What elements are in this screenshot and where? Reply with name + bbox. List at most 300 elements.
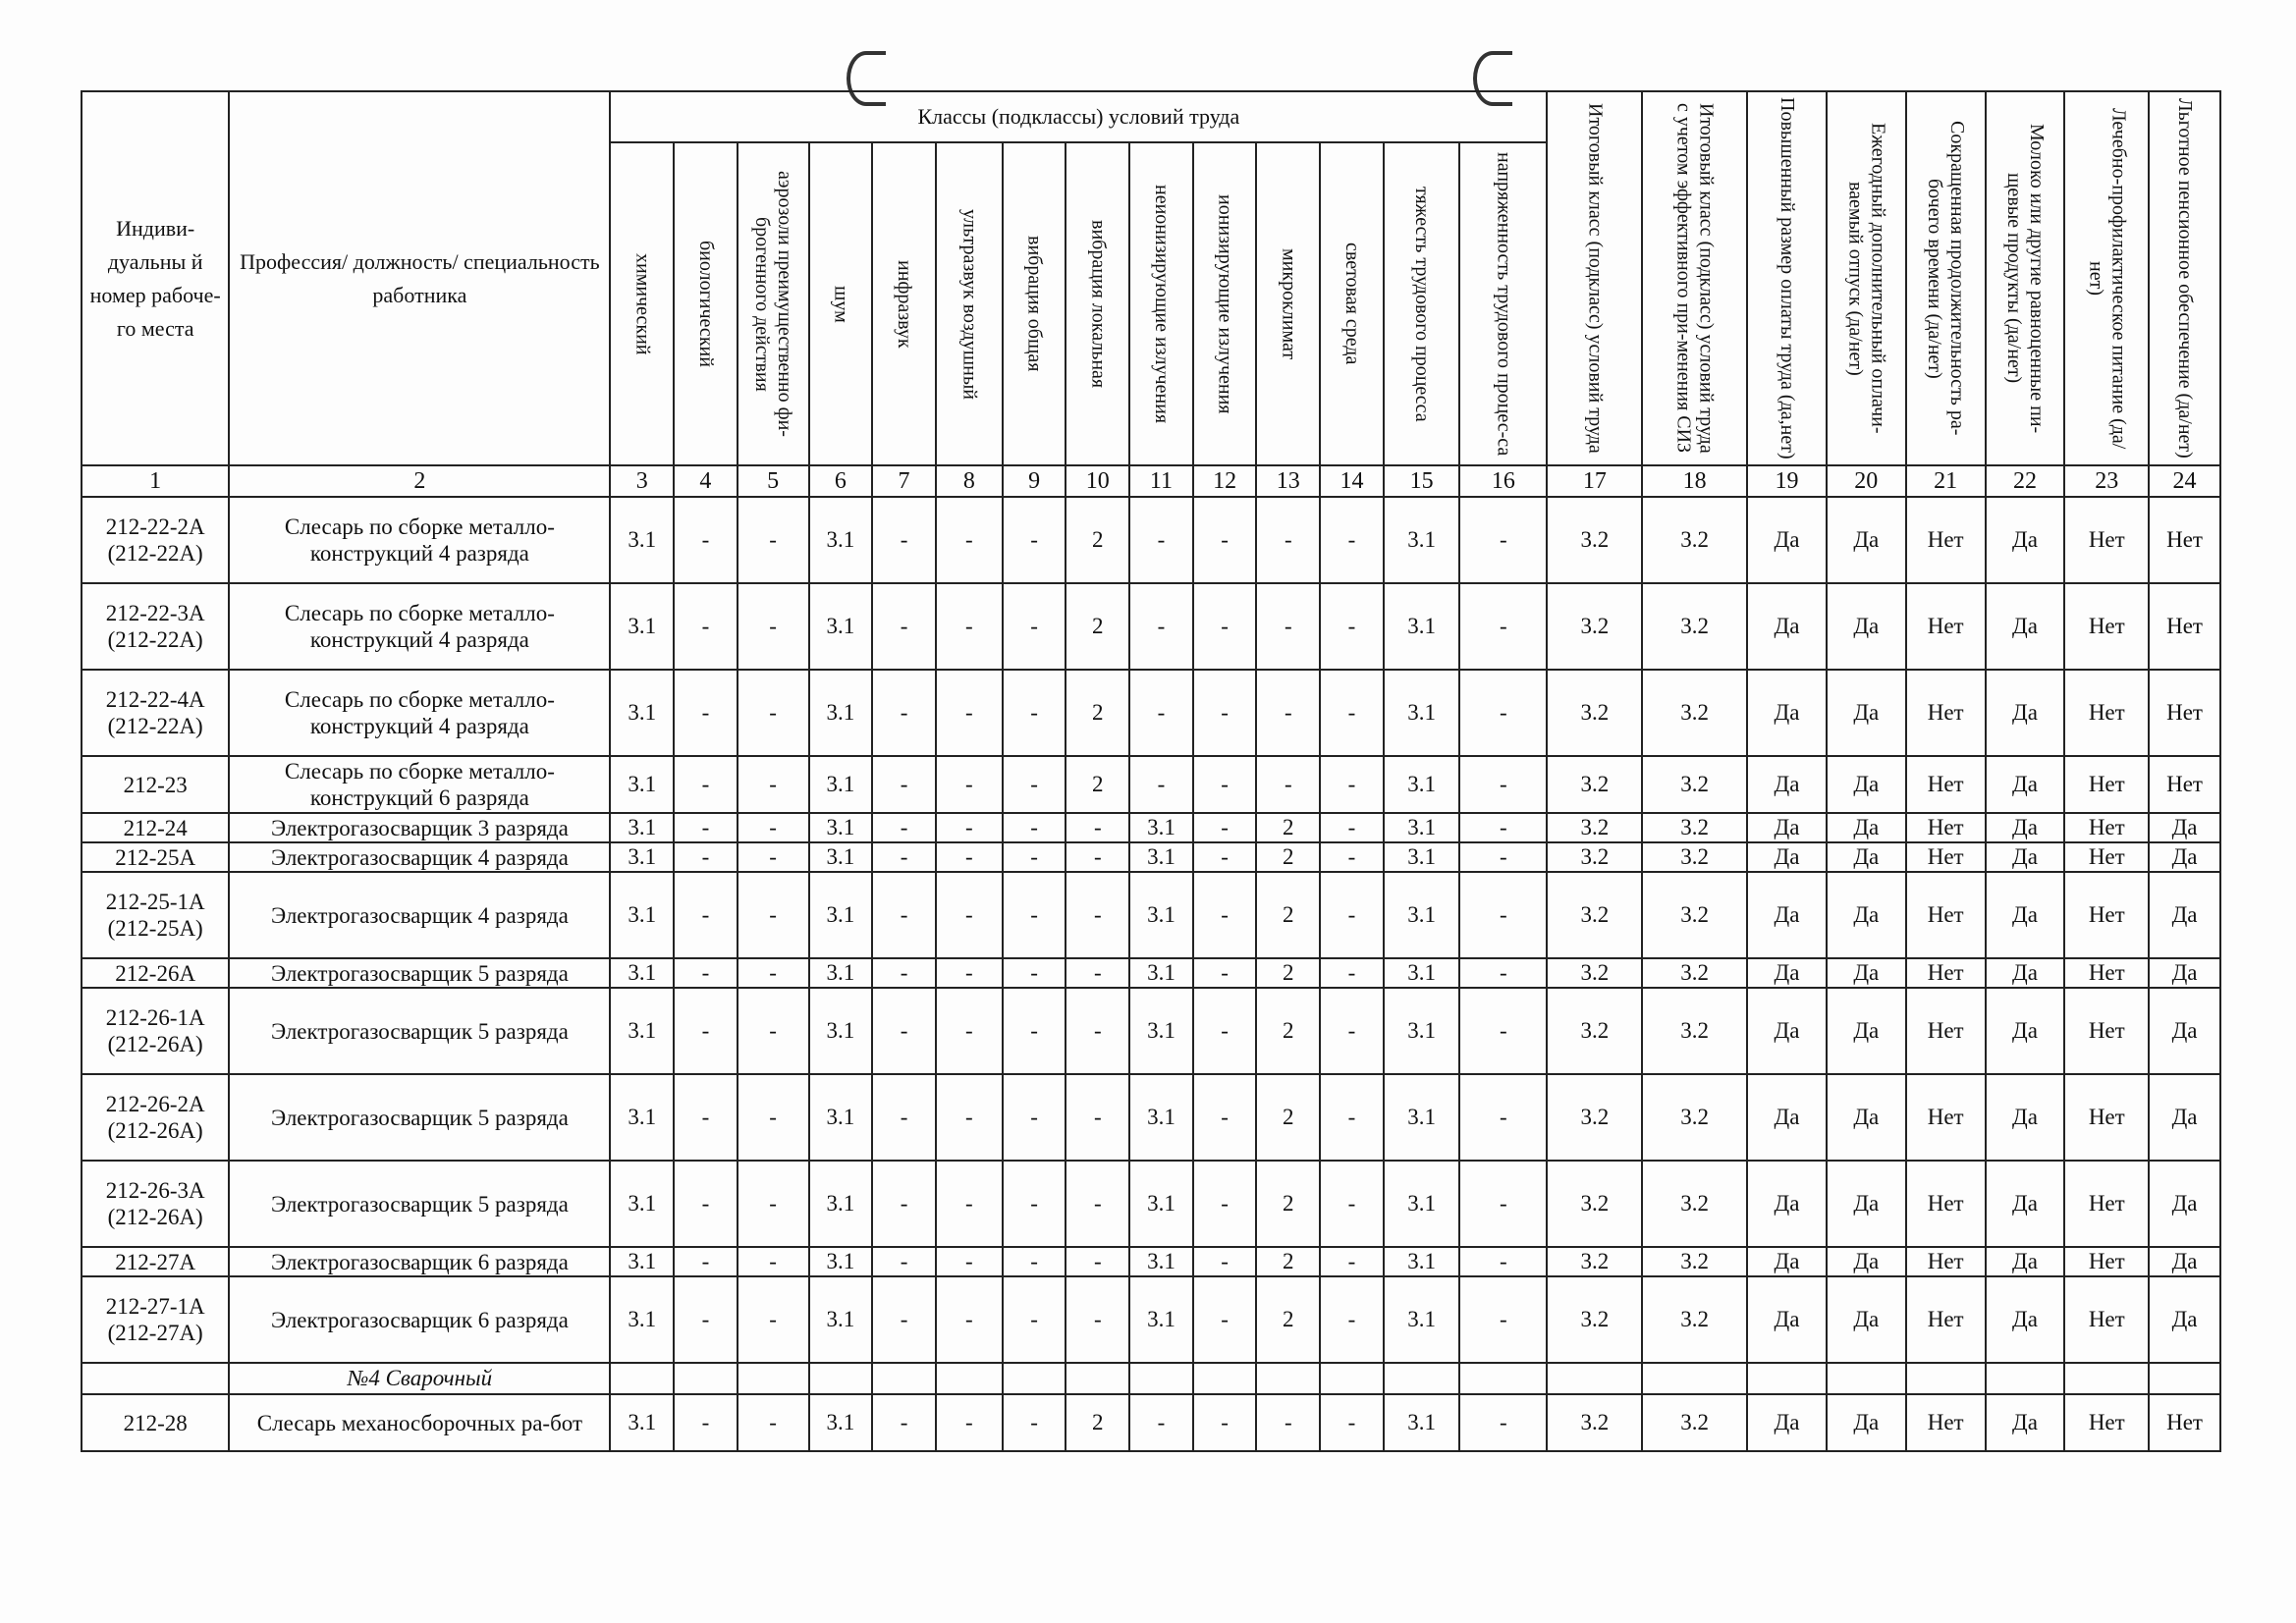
cell-col-12: - xyxy=(1193,1247,1257,1276)
cell-col-13: 2 xyxy=(1256,1276,1320,1363)
cell-col-11: 3.1 xyxy=(1129,872,1193,958)
cell-col-6: 3.1 xyxy=(809,756,873,813)
section-empty-cell xyxy=(809,1363,873,1394)
workplace-id: 212-22-3А (212-22А) xyxy=(82,583,229,670)
cell-col-15: 3.1 xyxy=(1384,988,1460,1074)
cell-col-9: - xyxy=(1003,756,1066,813)
header-summary-5: Молоко или другие равноценные пи-щевые продукты (да/нет) xyxy=(1986,91,2065,465)
column-number: 21 xyxy=(1906,465,1986,497)
cell-col-11: - xyxy=(1129,497,1193,583)
cell-col-18: 3.2 xyxy=(1642,1161,1747,1247)
cell-col-5: - xyxy=(738,1161,809,1247)
workplace-id: 212-27А xyxy=(82,1247,229,1276)
cell-col-19: Да xyxy=(1747,1394,1827,1451)
cell-col-4: - xyxy=(674,1394,738,1451)
cell-col-20: Да xyxy=(1827,756,1906,813)
cell-col-10: 2 xyxy=(1066,583,1129,670)
cell-col-24: Да xyxy=(2149,958,2220,988)
cell-col-22: Да xyxy=(1986,842,2065,872)
cell-col-9: - xyxy=(1003,1074,1066,1161)
section-title: №4 Сварочный xyxy=(229,1363,610,1394)
profession: Электрогазосварщик 3 разряда xyxy=(229,813,610,842)
cell-col-8: - xyxy=(936,1394,1003,1451)
profession: Электрогазосварщик 5 разряда xyxy=(229,958,610,988)
cell-col-12: - xyxy=(1193,1074,1257,1161)
profession: Электрогазосварщик 6 разряда xyxy=(229,1247,610,1276)
cell-col-20: Да xyxy=(1827,842,1906,872)
cell-col-16: - xyxy=(1459,756,1547,813)
cell-col-23: Нет xyxy=(2064,958,2149,988)
cell-col-4: - xyxy=(674,1074,738,1161)
section-empty-cell xyxy=(872,1363,936,1394)
workplace-id: 212-26-1А (212-26А) xyxy=(82,988,229,1074)
cell-col-14: - xyxy=(1320,1394,1384,1451)
cell-col-17: 3.2 xyxy=(1547,1394,1642,1451)
cell-col-14: - xyxy=(1320,497,1384,583)
section-empty-cell xyxy=(1547,1363,1642,1394)
header-factor-7: инфразвук xyxy=(872,142,936,465)
cell-col-3: 3.1 xyxy=(610,842,674,872)
cell-col-24: Нет xyxy=(2149,583,2220,670)
cell-col-23: Нет xyxy=(2064,756,2149,813)
header-summary-0: Итоговый класс (подкласс) условий труда xyxy=(1547,91,1642,465)
table-row xyxy=(82,497,2220,583)
cell-col-24: Да xyxy=(2149,842,2220,872)
cell-col-18: 3.2 xyxy=(1642,1074,1747,1161)
cell-col-7: - xyxy=(872,670,936,756)
cell-col-10: - xyxy=(1066,1276,1129,1363)
cell-col-5: - xyxy=(738,958,809,988)
cell-col-11: 3.1 xyxy=(1129,842,1193,872)
cell-col-5: - xyxy=(738,872,809,958)
cell-col-6: 3.1 xyxy=(809,1161,873,1247)
cell-col-11: 3.1 xyxy=(1129,988,1193,1074)
cell-col-10: - xyxy=(1066,1247,1129,1276)
cell-col-13: 2 xyxy=(1256,988,1320,1074)
cell-col-20: Да xyxy=(1827,1074,1906,1161)
cell-col-22: Да xyxy=(1986,872,2065,958)
cell-col-15: 3.1 xyxy=(1384,1074,1460,1161)
cell-col-18: 3.2 xyxy=(1642,497,1747,583)
cell-col-9: - xyxy=(1003,842,1066,872)
cell-col-15: 3.1 xyxy=(1384,1247,1460,1276)
cell-col-17: 3.2 xyxy=(1547,497,1642,583)
cell-col-10: 2 xyxy=(1066,670,1129,756)
cell-col-3: 3.1 xyxy=(610,497,674,583)
cell-col-9: - xyxy=(1003,670,1066,756)
cell-col-12: - xyxy=(1193,1394,1257,1451)
cell-col-10: - xyxy=(1066,1161,1129,1247)
cell-col-9: - xyxy=(1003,1161,1066,1247)
section-empty-cell xyxy=(1906,1363,1986,1394)
cell-col-7: - xyxy=(872,813,936,842)
cell-col-8: - xyxy=(936,842,1003,872)
cell-col-6: 3.1 xyxy=(809,813,873,842)
cell-col-13: - xyxy=(1256,497,1320,583)
cell-col-17: 3.2 xyxy=(1547,813,1642,842)
cell-col-20: Да xyxy=(1827,1394,1906,1451)
header-profession: Профессия/ должность/ специальность работника xyxy=(229,91,610,465)
section-empty-cell xyxy=(1986,1363,2065,1394)
cell-col-10: - xyxy=(1066,958,1129,988)
cell-col-21: Нет xyxy=(1906,872,1986,958)
cell-col-13: 2 xyxy=(1256,1247,1320,1276)
working-conditions-table xyxy=(81,90,2221,1452)
cell-col-23: Нет xyxy=(2064,1276,2149,1363)
cell-col-9: - xyxy=(1003,958,1066,988)
cell-col-24: Да xyxy=(2149,813,2220,842)
section-empty-cell xyxy=(1459,1363,1547,1394)
cell-col-8: - xyxy=(936,497,1003,583)
cell-col-8: - xyxy=(936,756,1003,813)
cell-col-11: - xyxy=(1129,670,1193,756)
cell-col-6: 3.1 xyxy=(809,583,873,670)
profession: Электрогазосварщик 6 разряда xyxy=(229,1276,610,1363)
cell-col-17: 3.2 xyxy=(1547,842,1642,872)
header-summary-7: Льготное пенсионное обеспечение (да/нет) xyxy=(2149,91,2220,465)
cell-col-18: 3.2 xyxy=(1642,988,1747,1074)
cell-col-14: - xyxy=(1320,583,1384,670)
cell-col-16: - xyxy=(1459,988,1547,1074)
section-empty-cell xyxy=(674,1363,738,1394)
profession: Электрогазосварщик 5 разряда xyxy=(229,1161,610,1247)
workplace-id: 212-27-1А (212-27А) xyxy=(82,1276,229,1363)
cell-col-16: - xyxy=(1459,872,1547,958)
cell-col-16: - xyxy=(1459,1247,1547,1276)
cell-col-18: 3.2 xyxy=(1642,958,1747,988)
cell-col-21: Нет xyxy=(1906,1161,1986,1247)
cell-col-23: Нет xyxy=(2064,1161,2149,1247)
column-number: 18 xyxy=(1642,465,1747,497)
workplace-id: 212-25А xyxy=(82,842,229,872)
cell-col-24: Нет xyxy=(2149,670,2220,756)
cell-col-10: 2 xyxy=(1066,756,1129,813)
header-summary-4: Сокращенная продолжительность ра-бочего времени (да/нет) xyxy=(1906,91,1986,465)
table-row xyxy=(82,988,2220,1074)
cell-col-23: Нет xyxy=(2064,497,2149,583)
cell-col-19: Да xyxy=(1747,1276,1827,1363)
table-row xyxy=(82,872,2220,958)
cell-col-12: - xyxy=(1193,842,1257,872)
cell-col-19: Да xyxy=(1747,1161,1827,1247)
cell-col-13: - xyxy=(1256,670,1320,756)
cell-col-7: - xyxy=(872,842,936,872)
header-classes-group: Классы (подклассы) условий труда xyxy=(610,91,1547,142)
cell-col-18: 3.2 xyxy=(1642,1394,1747,1451)
cell-col-14: - xyxy=(1320,756,1384,813)
cell-col-3: 3.1 xyxy=(610,872,674,958)
cell-col-17: 3.2 xyxy=(1547,1161,1642,1247)
column-number: 19 xyxy=(1747,465,1827,497)
table-row xyxy=(82,1247,2220,1276)
cell-col-9: - xyxy=(1003,1276,1066,1363)
cell-col-12: - xyxy=(1193,988,1257,1074)
section-empty-cell xyxy=(936,1363,1003,1394)
cell-col-20: Да xyxy=(1827,1276,1906,1363)
table-row xyxy=(82,813,2220,842)
cell-col-17: 3.2 xyxy=(1547,988,1642,1074)
cell-col-19: Да xyxy=(1747,497,1827,583)
section-empty-cell xyxy=(1320,1363,1384,1394)
header-summary-1: Итоговый класс (подкласс) условий труда с учетом эффективного при-менения СИЗ xyxy=(1642,91,1747,465)
cell-col-18: 3.2 xyxy=(1642,842,1747,872)
cell-col-13: 2 xyxy=(1256,872,1320,958)
cell-col-8: - xyxy=(936,583,1003,670)
section-empty-cell xyxy=(610,1363,674,1394)
cell-col-16: - xyxy=(1459,813,1547,842)
cell-col-15: 3.1 xyxy=(1384,670,1460,756)
cell-col-16: - xyxy=(1459,1161,1547,1247)
section-empty-cell xyxy=(1129,1363,1193,1394)
cell-col-20: Да xyxy=(1827,1161,1906,1247)
cell-col-17: 3.2 xyxy=(1547,756,1642,813)
header-factor-14: световая среда xyxy=(1320,142,1384,465)
cell-col-15: 3.1 xyxy=(1384,1161,1460,1247)
cell-col-21: Нет xyxy=(1906,988,1986,1074)
cell-col-19: Да xyxy=(1747,670,1827,756)
table-row xyxy=(82,1276,2220,1363)
cell-col-18: 3.2 xyxy=(1642,583,1747,670)
header-factor-9: вибрация общая xyxy=(1003,142,1066,465)
cell-col-21: Нет xyxy=(1906,958,1986,988)
cell-col-14: - xyxy=(1320,813,1384,842)
cell-col-4: - xyxy=(674,1276,738,1363)
header-factor-3: химический xyxy=(610,142,674,465)
cell-col-17: 3.2 xyxy=(1547,583,1642,670)
cell-col-7: - xyxy=(872,497,936,583)
column-number: 4 xyxy=(674,465,738,497)
cell-col-16: - xyxy=(1459,1276,1547,1363)
cell-col-20: Да xyxy=(1827,988,1906,1074)
cell-col-14: - xyxy=(1320,842,1384,872)
cell-col-5: - xyxy=(738,1074,809,1161)
header-factor-8: ультразвук воздушный xyxy=(936,142,1003,465)
cell-col-11: - xyxy=(1129,756,1193,813)
column-number: 22 xyxy=(1986,465,2065,497)
cell-col-18: 3.2 xyxy=(1642,1276,1747,1363)
table-row xyxy=(82,583,2220,670)
column-number: 16 xyxy=(1459,465,1547,497)
section-empty-cell xyxy=(2149,1363,2220,1394)
table-row xyxy=(82,1161,2220,1247)
cell-col-10: - xyxy=(1066,813,1129,842)
cell-col-3: 3.1 xyxy=(610,756,674,813)
cell-col-7: - xyxy=(872,1276,936,1363)
cell-col-8: - xyxy=(936,1276,1003,1363)
cell-col-13: - xyxy=(1256,756,1320,813)
cell-col-8: - xyxy=(936,1247,1003,1276)
header-factor-4: биологический xyxy=(674,142,738,465)
header-workplace-id: Индиви-дуальны й номер рабоче-го места xyxy=(82,91,229,465)
cell-col-5: - xyxy=(738,1247,809,1276)
cell-col-22: Да xyxy=(1986,1161,2065,1247)
cell-col-15: 3.1 xyxy=(1384,756,1460,813)
cell-col-16: - xyxy=(1459,497,1547,583)
cell-col-19: Да xyxy=(1747,842,1827,872)
cell-col-22: Да xyxy=(1986,813,2065,842)
cell-col-5: - xyxy=(738,1276,809,1363)
section-empty-cell xyxy=(1827,1363,1906,1394)
cell-col-7: - xyxy=(872,583,936,670)
cell-col-13: - xyxy=(1256,583,1320,670)
cell-col-17: 3.2 xyxy=(1547,872,1642,958)
section-empty-cell xyxy=(82,1363,229,1394)
section-empty-cell xyxy=(1747,1363,1827,1394)
cell-col-13: 2 xyxy=(1256,842,1320,872)
cell-col-8: - xyxy=(936,1074,1003,1161)
cell-col-9: - xyxy=(1003,497,1066,583)
cell-col-15: 3.1 xyxy=(1384,1276,1460,1363)
cell-col-4: - xyxy=(674,583,738,670)
cell-col-24: Нет xyxy=(2149,497,2220,583)
cell-col-21: Нет xyxy=(1906,756,1986,813)
cell-col-8: - xyxy=(936,988,1003,1074)
cell-col-7: - xyxy=(872,958,936,988)
header-factor-5: аэрозоли преимущественно фи-брогенного действия xyxy=(738,142,809,465)
cell-col-22: Да xyxy=(1986,988,2065,1074)
cell-col-16: - xyxy=(1459,1074,1547,1161)
column-number: 24 xyxy=(2149,465,2220,497)
cell-col-24: Да xyxy=(2149,988,2220,1074)
column-number: 15 xyxy=(1384,465,1460,497)
table-row xyxy=(82,1394,2220,1451)
cell-col-5: - xyxy=(738,842,809,872)
cell-col-4: - xyxy=(674,497,738,583)
cell-col-17: 3.2 xyxy=(1547,1074,1642,1161)
cell-col-5: - xyxy=(738,670,809,756)
cell-col-6: 3.1 xyxy=(809,872,873,958)
section-empty-cell xyxy=(1066,1363,1129,1394)
cell-col-22: Да xyxy=(1986,756,2065,813)
cell-col-21: Нет xyxy=(1906,583,1986,670)
profession: Электрогазосварщик 4 разряда xyxy=(229,872,610,958)
cell-col-24: Нет xyxy=(2149,1394,2220,1451)
cell-col-3: 3.1 xyxy=(610,1276,674,1363)
workplace-id: 212-24 xyxy=(82,813,229,842)
cell-col-24: Да xyxy=(2149,1074,2220,1161)
cell-col-22: Да xyxy=(1986,1247,2065,1276)
cell-col-24: Нет xyxy=(2149,756,2220,813)
section-empty-cell xyxy=(1642,1363,1747,1394)
cell-col-3: 3.1 xyxy=(610,958,674,988)
cell-col-9: - xyxy=(1003,1394,1066,1451)
cell-col-21: Нет xyxy=(1906,1247,1986,1276)
column-number: 7 xyxy=(872,465,936,497)
cell-col-4: - xyxy=(674,988,738,1074)
cell-col-16: - xyxy=(1459,670,1547,756)
cell-col-13: 2 xyxy=(1256,813,1320,842)
column-number: 10 xyxy=(1066,465,1129,497)
workplace-id: 212-26-3А (212-26А) xyxy=(82,1161,229,1247)
header-summary-3: Ежегодный дополнительный оплачи-ваемый отпуск (да/нет) xyxy=(1827,91,1906,465)
cell-col-23: Нет xyxy=(2064,872,2149,958)
cell-col-6: 3.1 xyxy=(809,1394,873,1451)
cell-col-12: - xyxy=(1193,1276,1257,1363)
cell-col-3: 3.1 xyxy=(610,988,674,1074)
cell-col-12: - xyxy=(1193,670,1257,756)
column-number: 1 xyxy=(82,465,229,497)
cell-col-7: - xyxy=(872,1394,936,1451)
cell-col-3: 3.1 xyxy=(610,1161,674,1247)
cell-col-19: Да xyxy=(1747,756,1827,813)
cell-col-10: - xyxy=(1066,988,1129,1074)
cell-col-14: - xyxy=(1320,872,1384,958)
cell-col-21: Нет xyxy=(1906,1074,1986,1161)
cell-col-7: - xyxy=(872,872,936,958)
cell-col-23: Нет xyxy=(2064,842,2149,872)
cell-col-8: - xyxy=(936,1161,1003,1247)
cell-col-4: - xyxy=(674,1161,738,1247)
cell-col-5: - xyxy=(738,583,809,670)
profession: Электрогазосварщик 5 разряда xyxy=(229,1074,610,1161)
cell-col-14: - xyxy=(1320,958,1384,988)
cell-col-12: - xyxy=(1193,497,1257,583)
cell-col-17: 3.2 xyxy=(1547,670,1642,756)
cell-col-4: - xyxy=(674,958,738,988)
workplace-id: 212-26-2А (212-26А) xyxy=(82,1074,229,1161)
column-number: 5 xyxy=(738,465,809,497)
table-row xyxy=(82,842,2220,872)
cell-col-4: - xyxy=(674,872,738,958)
cell-col-11: 3.1 xyxy=(1129,1074,1193,1161)
cell-col-5: - xyxy=(738,813,809,842)
cell-col-13: 2 xyxy=(1256,1074,1320,1161)
cell-col-13: 2 xyxy=(1256,958,1320,988)
cell-col-6: 3.1 xyxy=(809,958,873,988)
cell-col-18: 3.2 xyxy=(1642,813,1747,842)
cell-col-22: Да xyxy=(1986,670,2065,756)
table-row xyxy=(82,670,2220,756)
header-summary-6: Лечебно-профилактическое питание (да/нет) xyxy=(2064,91,2149,465)
cell-col-19: Да xyxy=(1747,1074,1827,1161)
cell-col-14: - xyxy=(1320,988,1384,1074)
cell-col-6: 3.1 xyxy=(809,988,873,1074)
cell-col-9: - xyxy=(1003,872,1066,958)
header-factor-16: напряженность трудового процес-са xyxy=(1459,142,1547,465)
cell-col-4: - xyxy=(674,813,738,842)
cell-col-19: Да xyxy=(1747,813,1827,842)
cell-col-14: - xyxy=(1320,670,1384,756)
cell-col-21: Нет xyxy=(1906,1394,1986,1451)
cell-col-13: - xyxy=(1256,1394,1320,1451)
profession: Электрогазосварщик 4 разряда xyxy=(229,842,610,872)
cell-col-3: 3.1 xyxy=(610,670,674,756)
cell-col-19: Да xyxy=(1747,1247,1827,1276)
workplace-id: 212-26А xyxy=(82,958,229,988)
workplace-id: 212-25-1А (212-25А) xyxy=(82,872,229,958)
cell-col-13: 2 xyxy=(1256,1161,1320,1247)
column-number: 6 xyxy=(809,465,873,497)
cell-col-14: - xyxy=(1320,1276,1384,1363)
cell-col-12: - xyxy=(1193,1161,1257,1247)
column-number: 17 xyxy=(1547,465,1642,497)
cell-col-22: Да xyxy=(1986,1394,2065,1451)
profession: Слесарь по сборке металло-конструкций 6 разряда xyxy=(229,756,610,813)
header-factor-12: ионизирующие излучения xyxy=(1193,142,1257,465)
cell-col-23: Нет xyxy=(2064,670,2149,756)
cell-col-23: Нет xyxy=(2064,1247,2149,1276)
cell-col-15: 3.1 xyxy=(1384,872,1460,958)
cell-col-11: 3.1 xyxy=(1129,1161,1193,1247)
cell-col-19: Да xyxy=(1747,988,1827,1074)
workplace-id: 212-22-4А (212-22А) xyxy=(82,670,229,756)
profession: Слесарь по сборке металло-конструкций 4 разряда xyxy=(229,497,610,583)
cell-col-18: 3.2 xyxy=(1642,756,1747,813)
header-factor-10: вибрация локальная xyxy=(1066,142,1129,465)
section-empty-cell xyxy=(1384,1363,1460,1394)
cell-col-14: - xyxy=(1320,1074,1384,1161)
cell-col-6: 3.1 xyxy=(809,1074,873,1161)
